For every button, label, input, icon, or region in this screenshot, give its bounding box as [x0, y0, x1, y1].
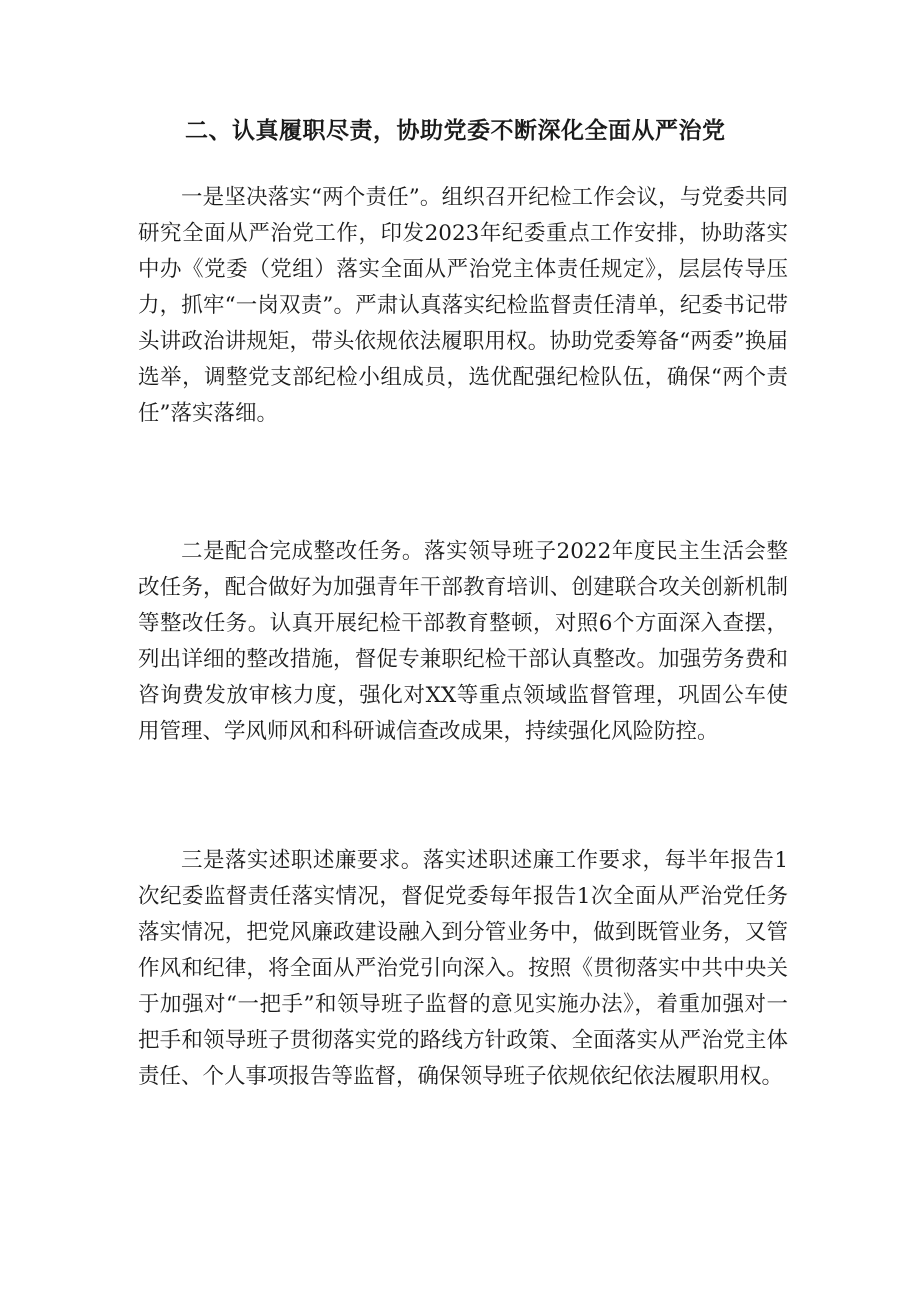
paragraph-3: 三是落实述职述廉要求。落实述职述廉工作要求，每半年报告1次纪委监督责任落实情况，督促党委每年报告1次全面从严治党任务落实情况，把党风廉政建设融入到分管业务中，做到既管业务，又管作风和纪律，将全面从严治党引向深入。按照《贯彻落实中共中央关于加强对“一把手”和领导班子监督的意见实施办法》，着重加强对一把手和领导班子贯彻落实党的路线方针政策、全面落实从严治党主体责任、个人事项报告等监督，确保领导班子依规依纪依法履职用权。 — [138, 848, 788, 1089]
paragraph-2: 二是配合完成整改任务。落实领导班子2022年度民主生活会整改任务，配合做好为加强青年干部教育培训、创建联合攻关创新机制等整改任务。认真开展纪检干部教育整顿，对照6个方面深入查摆，列出详细的整改措施，督促专兼职纪检干部认真整改。加强劳务费和咨询费发放审核力度，强化对XX等重点领域监督管理，巩固公车使用管理、学风师风和科研诚信查改成果，持续强化风险防控。 — [138, 539, 788, 744]
section-heading: 二、认真履职尽责，协助党委不断深化全面从严治党 — [185, 118, 726, 144]
paragraph-1: 一是坚决落实“两个责任”。组织召开纪检工作会议，与党委共同研究全面从严治党工作，印发2023年纪委重点工作安排，协助落实中办《党委（党组）落实全面从严治党主体责任规定》，层层传导压力，抓牢“一岗双责”。严肃认真落实纪检监督责任清单，纪委书记带头讲政治讲规矩，带头依规依法履职用权。协助党委筹备“两委”换届选举，调整党支部纪检小组成员，选优配强纪检队伍，确保“两个责任”落实落细。 — [138, 185, 788, 426]
